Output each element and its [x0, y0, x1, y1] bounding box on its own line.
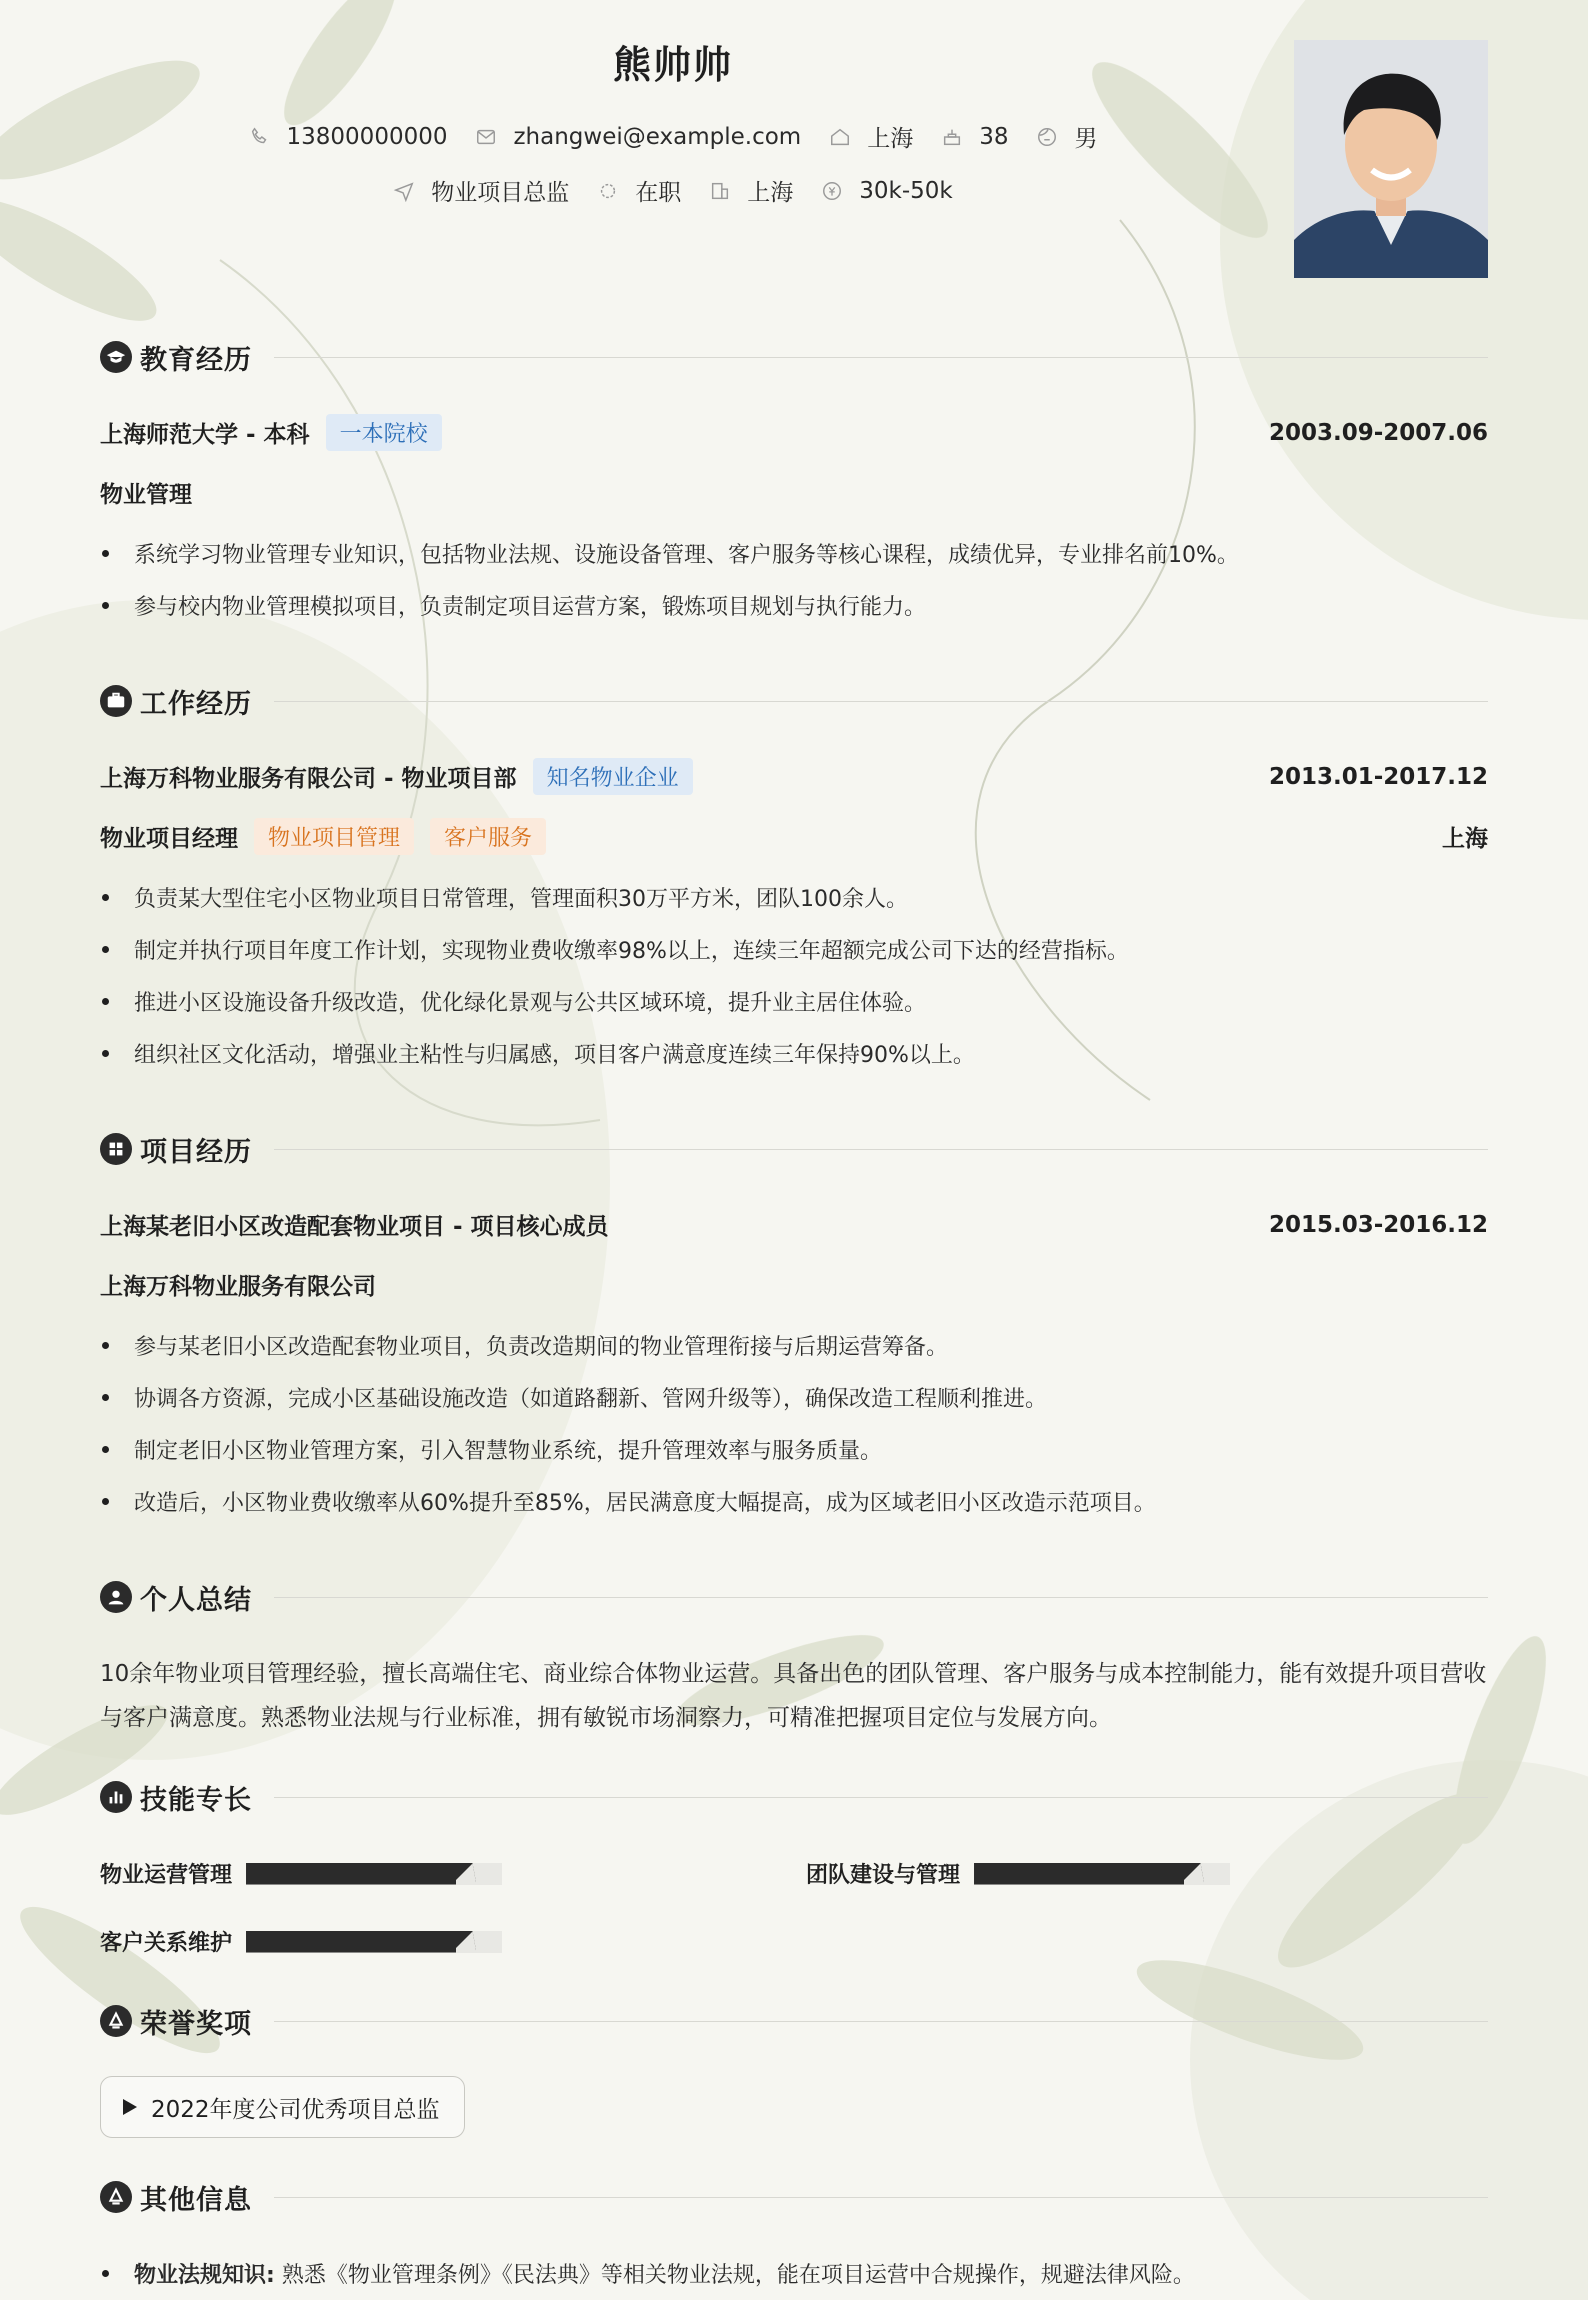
- section-title-education: 教育经历: [140, 344, 252, 376]
- education-dates: 2003.09-2007.06: [1268, 419, 1488, 446]
- other-info-text: 熟悉《物业管理条例》《民法典》等相关物业法规，能在项目运营中合规操作，规避法律风险。: [281, 2263, 1195, 2288]
- section-title-skills: 技能专长: [140, 1784, 252, 1816]
- grid-icon: [100, 1133, 132, 1165]
- award-label: 2022年度公司优秀项目总监: [151, 2096, 440, 2123]
- cake-icon: [941, 126, 963, 148]
- list-item: 制定老旧小区物业管理方案，引入智慧物业系统，提升管理效率与服务质量。: [100, 1434, 1488, 1465]
- skill-item: [806, 1858, 1230, 1889]
- section-divider: [274, 1797, 1488, 1798]
- project-company-row: [100, 1268, 1488, 1301]
- age-info: [941, 124, 1008, 150]
- skill-bar: [974, 1863, 1230, 1885]
- gender-info: [1036, 120, 1097, 153]
- candidate-name: 熊帅帅: [612, 43, 733, 87]
- age-value: 38: [979, 123, 1009, 150]
- status-value: 在职: [635, 180, 682, 206]
- work-title-row: [100, 818, 1488, 855]
- salary-info: [821, 178, 952, 204]
- project-name: 上海某老旧小区改造配套物业项目 - 项目核心成员: [100, 1214, 609, 1240]
- status-info: [597, 174, 681, 207]
- skill-name: 客户关系维护: [100, 1931, 233, 1956]
- section-work: [100, 678, 1488, 724]
- major-name: 物业管理: [100, 482, 192, 508]
- person-face-icon: [1036, 126, 1058, 148]
- list-item: 制定并执行项目年度工作计划，实现物业费收缴率98%以上，连续三年超额完成公司下达的经营指标。: [100, 934, 1488, 965]
- list-item: 协调各方资源，完成小区基础设施改造（如道路翻新、管网升级等），确保改造工程顺利推进。: [100, 1382, 1488, 1413]
- list-item: 参与某老旧小区改造配套物业项目，负责改造期间的物业管理衔接与后期运营筹备。: [100, 1330, 1488, 1361]
- list-item: 改造后，小区物业费收缴率从60%提升至85%，居民满意度大幅提高，成为区域老旧小区改造示范项目。: [100, 1486, 1488, 1517]
- skill-level-fill: [974, 1863, 1204, 1885]
- position-value: 物业项目总监: [431, 180, 570, 206]
- work-city: 上海: [1442, 826, 1488, 852]
- list-item: 组织社区文化活动，增强业主粘性与归属感，项目客户满意度连续三年保持90%以上。: [100, 1038, 1488, 1069]
- send-icon: [393, 180, 415, 202]
- section-title-awards: 荣誉奖项: [140, 2008, 252, 2040]
- section-divider: [274, 2021, 1488, 2022]
- contact-info-row: [0, 120, 1346, 153]
- skill-bar: [246, 1863, 502, 1885]
- user-icon: [100, 1581, 132, 1613]
- section-title-work: 工作经历: [140, 688, 252, 720]
- gender-value: 男: [1074, 126, 1098, 152]
- school-name: 上海师范大学 - 本科: [100, 422, 310, 448]
- major-row: [100, 476, 1488, 509]
- section-title-project: 项目经历: [140, 1136, 252, 1168]
- section-divider: [274, 701, 1488, 702]
- skill-level-fill: [246, 1931, 476, 1953]
- job-title: 物业项目经理: [100, 826, 238, 852]
- section-divider: [274, 2197, 1488, 2198]
- skill-level-fill: [246, 1863, 476, 1885]
- mail-icon: [475, 126, 497, 148]
- project-company: 上海万科物业服务有限公司: [100, 1274, 376, 1300]
- section-awards: [100, 1998, 1488, 2044]
- skill-bar: [246, 1931, 502, 1953]
- company-name: 上海万科物业服务有限公司 - 物业项目部: [100, 766, 517, 792]
- location-value: 上海: [867, 126, 914, 152]
- list-item: 参与校内物业管理模拟项目，负责制定项目运营方案，锻炼项目规划与执行能力。: [100, 590, 1488, 621]
- position-info: [393, 174, 569, 207]
- home-icon: [829, 126, 851, 148]
- profile-photo: [1294, 40, 1488, 278]
- education-header: [100, 414, 1488, 451]
- skill-item: [100, 1858, 502, 1889]
- section-title-other: 其他信息: [140, 2184, 252, 2216]
- project-dates: 2015.03-2016.12: [1268, 1211, 1488, 1238]
- job-tag: 物业项目管理: [254, 818, 414, 855]
- section-education: [100, 334, 1488, 380]
- project-header: [100, 1208, 1488, 1241]
- award-icon: [100, 2005, 132, 2037]
- list-item: 推进小区设施设备升级改造，优化绿化景观与公共区域环境，提升业主居住体验。: [100, 986, 1488, 1017]
- info-a-icon: [100, 2181, 132, 2213]
- skill-item: [100, 1926, 502, 1957]
- section-divider: [274, 1149, 1488, 1150]
- school-tag: 一本院校: [326, 414, 442, 451]
- summary-text: 10余年物业项目管理经验，擅长高端住宅、商业综合体物业运营。具备出色的团队管理、客户服务与成本控制能力，能有效提升项目营收与客户满意度。熟悉物业法规与行业标准，拥有敏锐市场洞察力，可精准把握项目定位与发展方向。: [100, 1661, 1487, 1731]
- other-info-item: [100, 2258, 1488, 2289]
- graduation-cap-icon: [100, 341, 132, 373]
- money-icon: [821, 180, 843, 202]
- location-info: [829, 120, 913, 153]
- salary-value: 30k-50k: [859, 177, 953, 204]
- skill-name: 团队建设与管理: [806, 1863, 961, 1888]
- phone-icon: [249, 126, 271, 148]
- section-project: [100, 1126, 1488, 1172]
- section-other: [100, 2174, 1488, 2220]
- target-city-info: [709, 174, 793, 207]
- list-item: 负责某大型住宅小区物业项目日常管理，管理面积30万平方米，团队100余人。: [100, 882, 1488, 913]
- job-intent-row: [0, 174, 1346, 207]
- other-info-label: 物业法规知识:: [134, 2263, 275, 2288]
- target-city-value: 上海: [747, 180, 794, 206]
- section-divider: [274, 357, 1488, 358]
- play-triangle-icon: [123, 2099, 137, 2115]
- email-info: [475, 124, 801, 150]
- phone-value: 13800000000: [286, 123, 448, 150]
- company-tag: 知名物业企业: [533, 758, 693, 795]
- section-title-summary: 个人总结: [140, 1584, 252, 1616]
- briefcase-icon: [100, 685, 132, 717]
- section-skills: [100, 1774, 1488, 1820]
- list-item: 系统学习物业管理专业知识，包括物业法规、设施设备管理、客户服务等核心课程，成绩优异，专业排名前10%。: [100, 538, 1488, 569]
- section-divider: [274, 1597, 1488, 1598]
- skill-name: 物业运营管理: [100, 1863, 233, 1888]
- status-gear-icon: [597, 180, 619, 202]
- section-summary: [100, 1574, 1488, 1620]
- work-header: [100, 758, 1488, 795]
- work-dates: 2013.01-2017.12: [1268, 763, 1488, 790]
- award-item: [100, 2076, 465, 2138]
- building-icon: [709, 180, 731, 202]
- email-value: zhangwei@example.com: [513, 123, 802, 150]
- job-tag: 客户服务: [430, 818, 546, 855]
- bar-chart-icon: [100, 1781, 132, 1813]
- phone-info: [249, 124, 448, 150]
